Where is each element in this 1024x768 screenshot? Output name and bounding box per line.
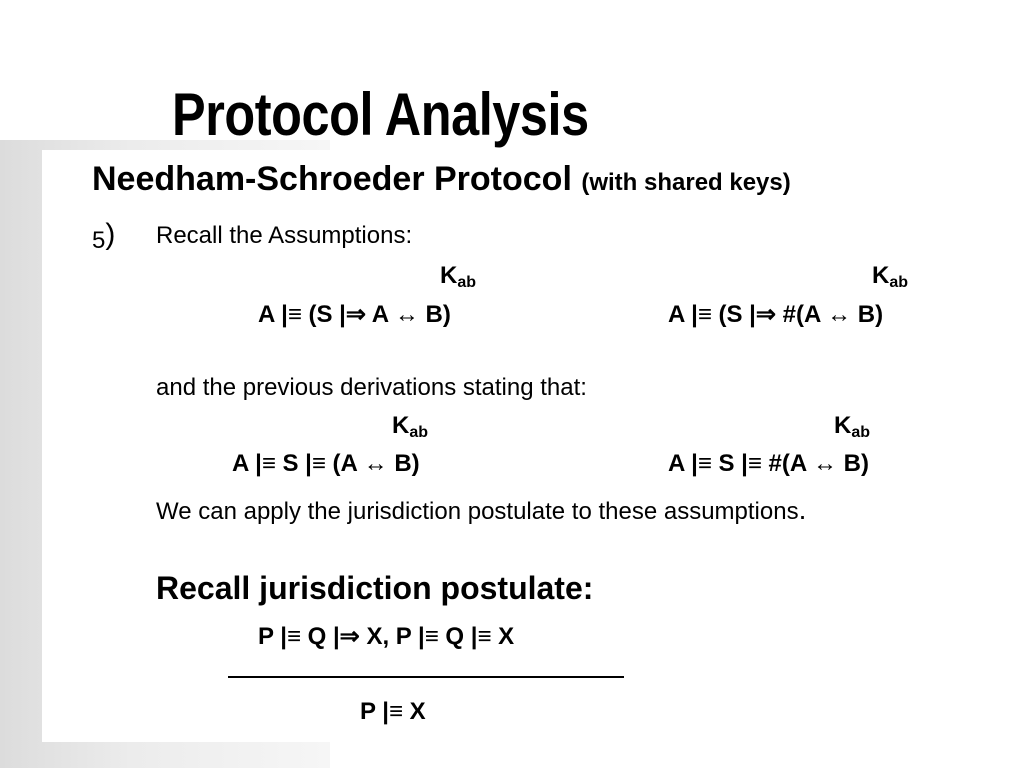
key-letter: K	[392, 412, 410, 439]
derivation-1-key	[392, 412, 428, 442]
subtitle-note: (with shared keys)	[581, 169, 791, 196]
apply-postulate-text	[156, 494, 806, 526]
apply-text: We can apply the jurisdiction postulate to these assumptions	[156, 498, 799, 525]
apply-period: .	[798, 494, 807, 525]
step-number	[92, 218, 116, 256]
key-letter: K	[834, 412, 852, 439]
key-letter: K	[440, 262, 458, 289]
key-subscript: ab	[409, 424, 429, 441]
derivation-1-formula: A |≡ S |≡ (A ↔ B)	[232, 450, 420, 477]
recall-postulate-heading: Recall jurisdiction postulate:	[156, 570, 594, 606]
key-letter: K	[872, 262, 890, 289]
assumption-1-formula: A |≡ (S |⇒ A ↔ B)	[258, 301, 451, 328]
slide-title: Protocol Analysis	[172, 81, 589, 148]
slide-subtitle	[92, 160, 791, 199]
assumption-2-key	[872, 262, 908, 292]
step-number-paren: )	[105, 218, 116, 251]
key-subscript: ab	[851, 424, 871, 441]
postulate-premise: P |≡ Q |⇒ X, P |≡ Q |≡ X	[258, 623, 515, 650]
recall-assumptions-text: Recall the Assumptions:	[156, 222, 413, 249]
previous-derivations-text: and the previous derivations stating that:	[156, 374, 587, 401]
postulate-conclusion: P |≡ X	[360, 698, 426, 725]
derivation-2-formula: A |≡ S |≡ #(A ↔ B)	[668, 450, 869, 477]
step-number-value: 5	[92, 227, 106, 254]
key-subscript: ab	[889, 274, 909, 291]
assumption-2-formula: A |≡ (S |⇒ #(A ↔ B)	[668, 301, 884, 328]
inference-rule-line	[228, 676, 624, 678]
assumption-1-key	[440, 262, 476, 292]
subtitle-main: Needham-Schroeder Protocol	[92, 160, 572, 198]
key-subscript: ab	[457, 274, 477, 291]
derivation-2-key	[834, 412, 870, 442]
